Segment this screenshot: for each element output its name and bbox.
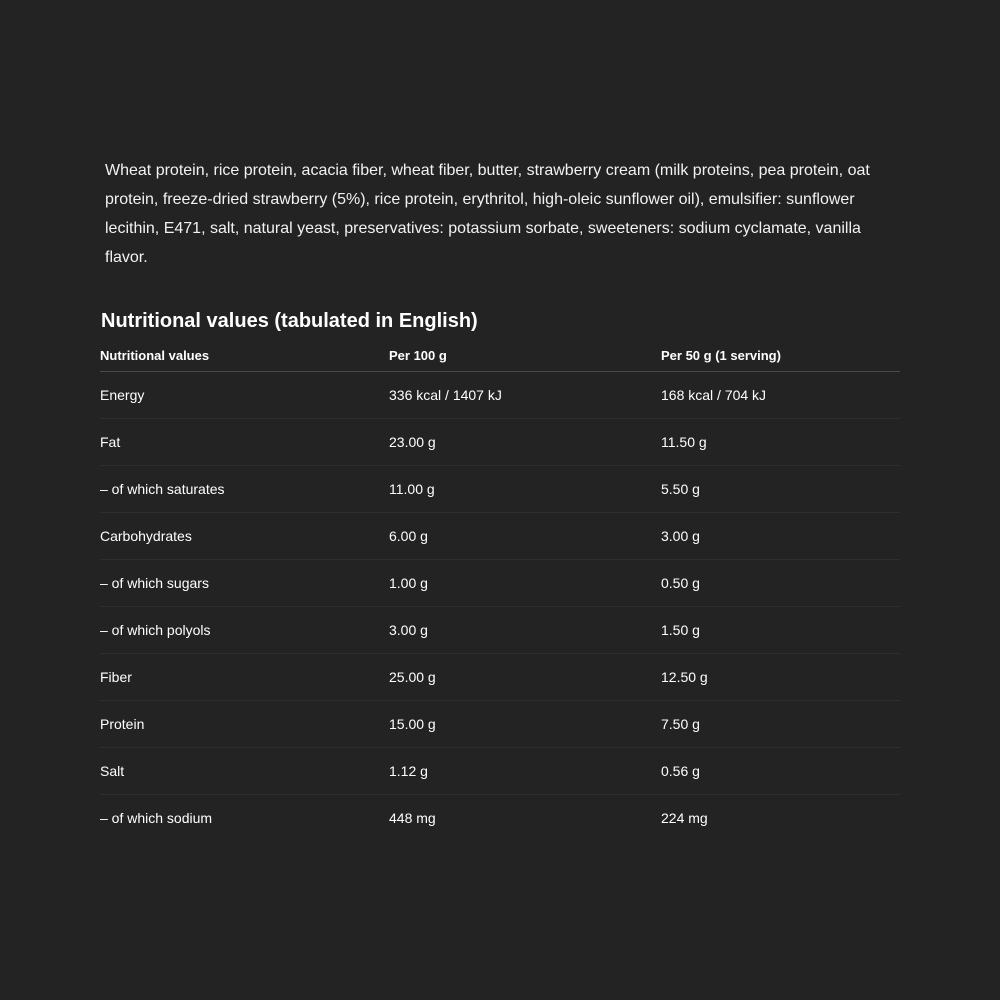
row-label: Protein bbox=[100, 701, 389, 748]
row-label: – of which sodium bbox=[100, 810, 213, 826]
row-label: Fiber bbox=[100, 654, 389, 701]
table-row bbox=[100, 795, 900, 842]
row-per-100g: 15.00 g bbox=[389, 701, 661, 748]
row-per-serving: 1.50 g bbox=[661, 607, 900, 654]
row-per-serving: 11.50 g bbox=[661, 419, 900, 466]
table-row bbox=[100, 654, 900, 701]
row-per-serving: 12.50 g bbox=[661, 654, 900, 701]
row-label: – of which sugars bbox=[100, 560, 389, 607]
header-per-100g: Per 100 g bbox=[389, 340, 661, 372]
ingredients-text: Wheat protein, rice protein, acacia fiber, wheat fiber, butter, strawberry cream (milk proteins, pea protein, oat protein, freeze-dried strawberry (5%), rice protein, erythritol, high-oleic sunflower oil), emulsifier: sunflower lecithin, E471, salt, natural yeast, preservatives: potassium sorbate, sweeteners: sodium cyclamate, vanilla flavor. bbox=[105, 162, 870, 266]
table-row bbox=[100, 701, 900, 748]
row-per-100g: 23.00 g bbox=[389, 419, 661, 466]
table-row bbox=[100, 513, 900, 560]
row-per-100g: 6.00 g bbox=[389, 513, 661, 560]
row-per-100g: 25.00 g bbox=[389, 654, 661, 701]
row-per-serving: 7.50 g bbox=[661, 701, 900, 748]
row-per-serving: 0.56 g bbox=[661, 748, 900, 795]
row-per-100g: 336 kcal / 1407 kJ bbox=[389, 372, 661, 419]
table-row bbox=[100, 607, 900, 654]
row-label: – of which saturates bbox=[100, 466, 389, 513]
header-nutritional-values: Nutritional values bbox=[100, 340, 389, 372]
row-per-serving: 224 mg bbox=[661, 810, 708, 826]
row-label: Fat bbox=[100, 419, 389, 466]
row-per-100g: 448 mg bbox=[389, 810, 436, 826]
table-row bbox=[100, 560, 900, 607]
row-per-serving: 3.00 g bbox=[661, 513, 900, 560]
row-per-serving: 168 kcal / 704 kJ bbox=[661, 372, 900, 419]
row-label: Carbohydrates bbox=[100, 513, 389, 560]
table-header-row bbox=[100, 340, 900, 372]
row-per-100g: 3.00 g bbox=[389, 607, 661, 654]
row-per-serving: 5.50 g bbox=[661, 466, 900, 513]
nutrition-table bbox=[100, 340, 900, 841]
table-row bbox=[100, 372, 900, 419]
row-label: – of which polyols bbox=[100, 607, 389, 654]
row-per-100g: 1.12 g bbox=[389, 748, 661, 795]
row-per-serving: 0.50 g bbox=[661, 560, 900, 607]
row-label: Energy bbox=[100, 372, 389, 419]
table-row bbox=[100, 466, 900, 513]
row-label: Salt bbox=[100, 748, 389, 795]
row-per-100g: 11.00 g bbox=[389, 466, 661, 513]
header-per-serving: Per 50 g (1 serving) bbox=[661, 340, 900, 372]
table-row bbox=[100, 419, 900, 466]
nutrition-title: Nutritional values (tabulated in English) bbox=[101, 310, 478, 332]
row-per-100g: 1.00 g bbox=[389, 560, 661, 607]
table-row bbox=[100, 748, 900, 795]
